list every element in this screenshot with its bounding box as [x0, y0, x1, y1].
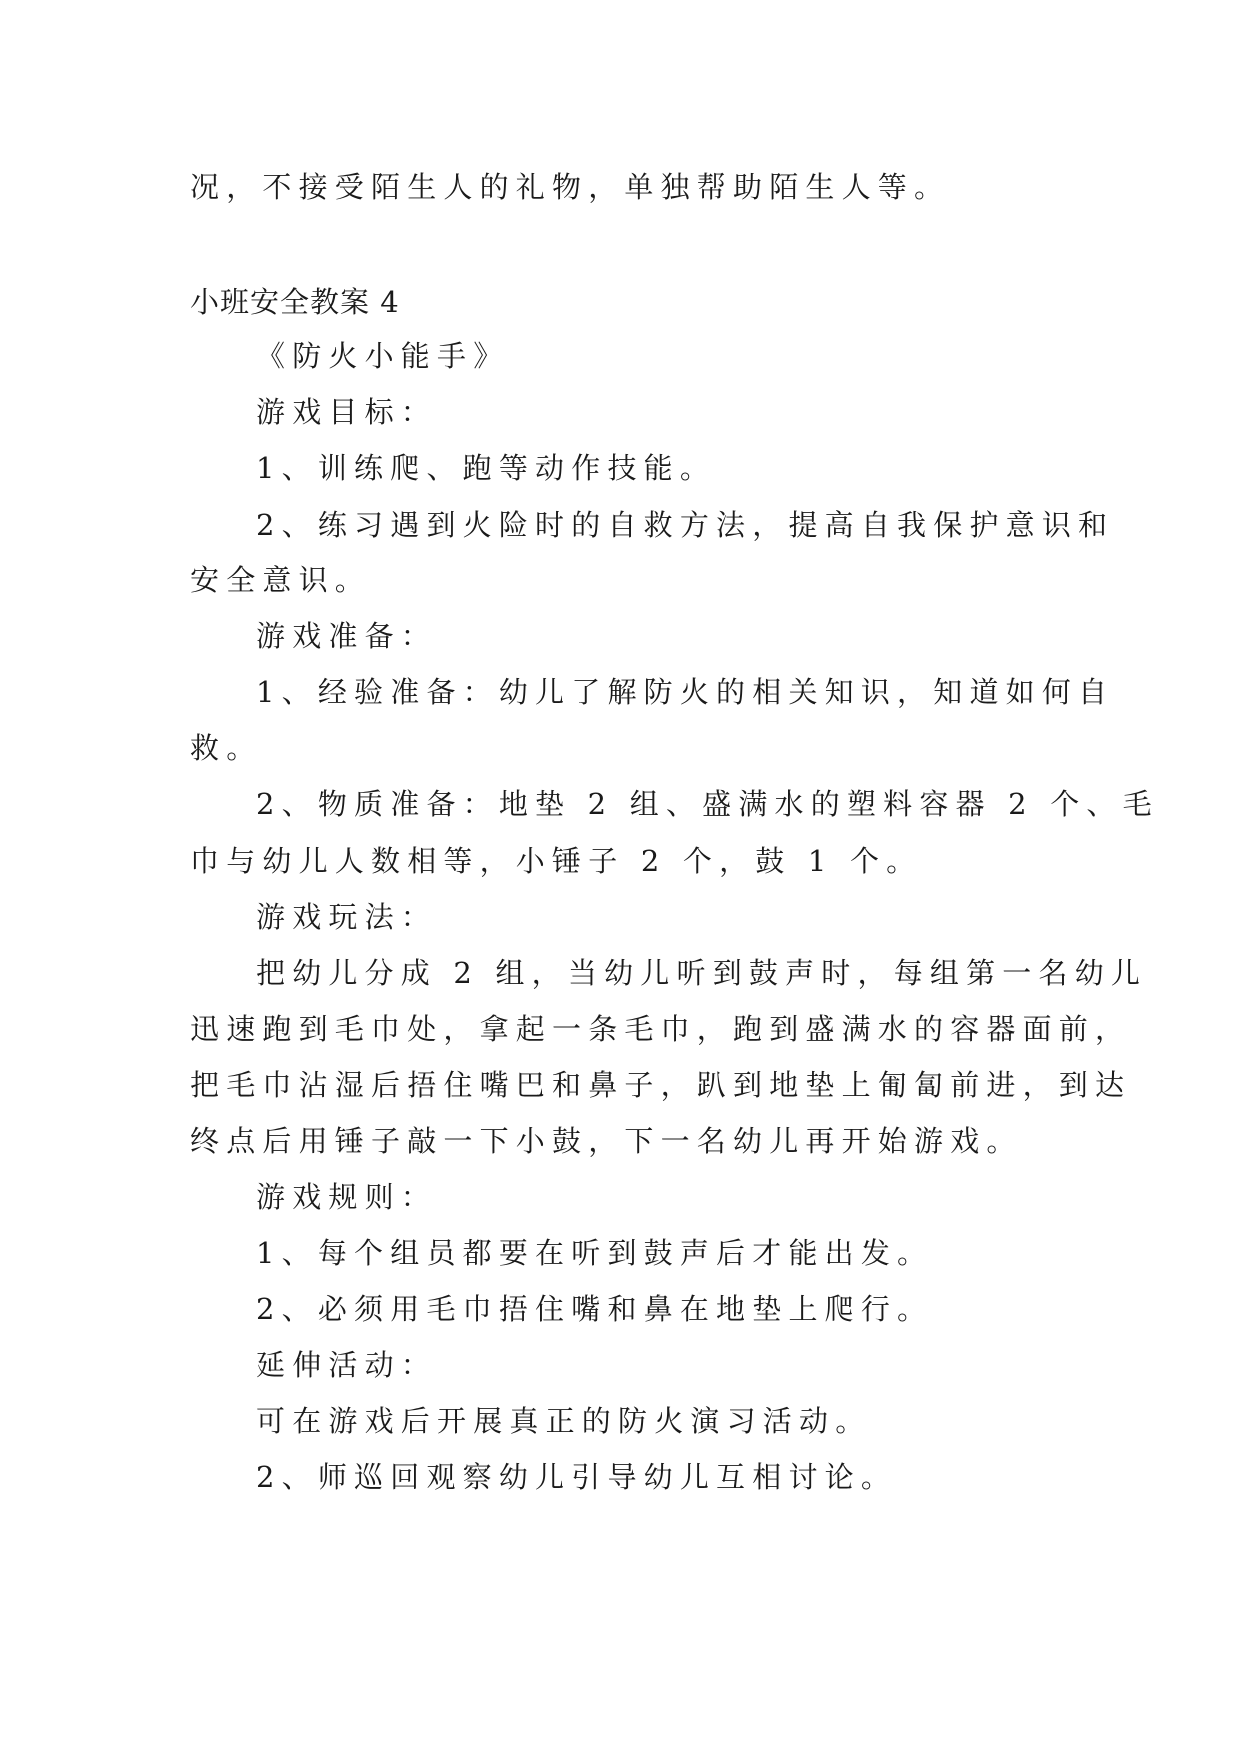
subheading-goals: 游戏目标：: [256, 395, 438, 429]
prep-item-2-line-2: 巾与幼儿人数相等，小锤子 2 个，鼓 1 个。: [190, 844, 923, 878]
rule-item-1: 1、每个组员都要在听到鼓声后才能出发。: [256, 1236, 934, 1270]
lesson-title: 《防火小能手》: [256, 339, 510, 373]
prep-item-1-line-1: 1、经验准备：幼儿了解防火的相关知识，知道如何自: [256, 675, 1115, 709]
play-paragraph-line-2: 迅速跑到毛巾处，拿起一条毛巾，跑到盛满水的容器面前，: [190, 1012, 1132, 1046]
goal-item-1: 1、训练爬、跑等动作技能。: [256, 451, 717, 485]
paragraph-continuation: 况，不接受陌生人的礼物，单独帮助陌生人等。: [190, 170, 951, 204]
prep-item-1-line-2: 救。: [190, 731, 263, 765]
subheading-extension: 延伸活动：: [256, 1348, 438, 1382]
extension-item-2: 2、师巡回观察幼儿引导幼儿互相讨论。: [256, 1460, 898, 1494]
subheading-rules: 游戏规则：: [256, 1180, 438, 1214]
section-heading: 小班安全教案 4: [190, 285, 400, 319]
extension-item-1: 可在游戏后开展真正的防火演习活动。: [256, 1404, 872, 1438]
subheading-preparation: 游戏准备：: [256, 619, 438, 653]
rule-item-2: 2、必须用毛巾捂住嘴和鼻在地垫上爬行。: [256, 1292, 934, 1326]
subheading-play: 游戏玩法：: [256, 900, 438, 934]
prep-item-2-line-1: 2、物质准备：地垫 2 组、盛满水的塑料容器 2 个、毛: [256, 787, 1159, 821]
play-paragraph-line-3: 把毛巾沾湿后捂住嘴巴和鼻子，趴到地垫上匍匐前进，到达: [190, 1068, 1132, 1102]
play-paragraph-line-4: 终点后用锤子敲一下小鼓，下一名幼儿再开始游戏。: [190, 1124, 1023, 1158]
goal-item-2-line-1: 2、练习遇到火险时的自救方法，提高自我保护意识和: [256, 508, 1115, 542]
play-paragraph-line-1: 把幼儿分成 2 组，当幼儿听到鼓声时，每组第一名幼儿: [256, 956, 1148, 990]
goal-item-2-line-2: 安全意识。: [190, 563, 372, 597]
